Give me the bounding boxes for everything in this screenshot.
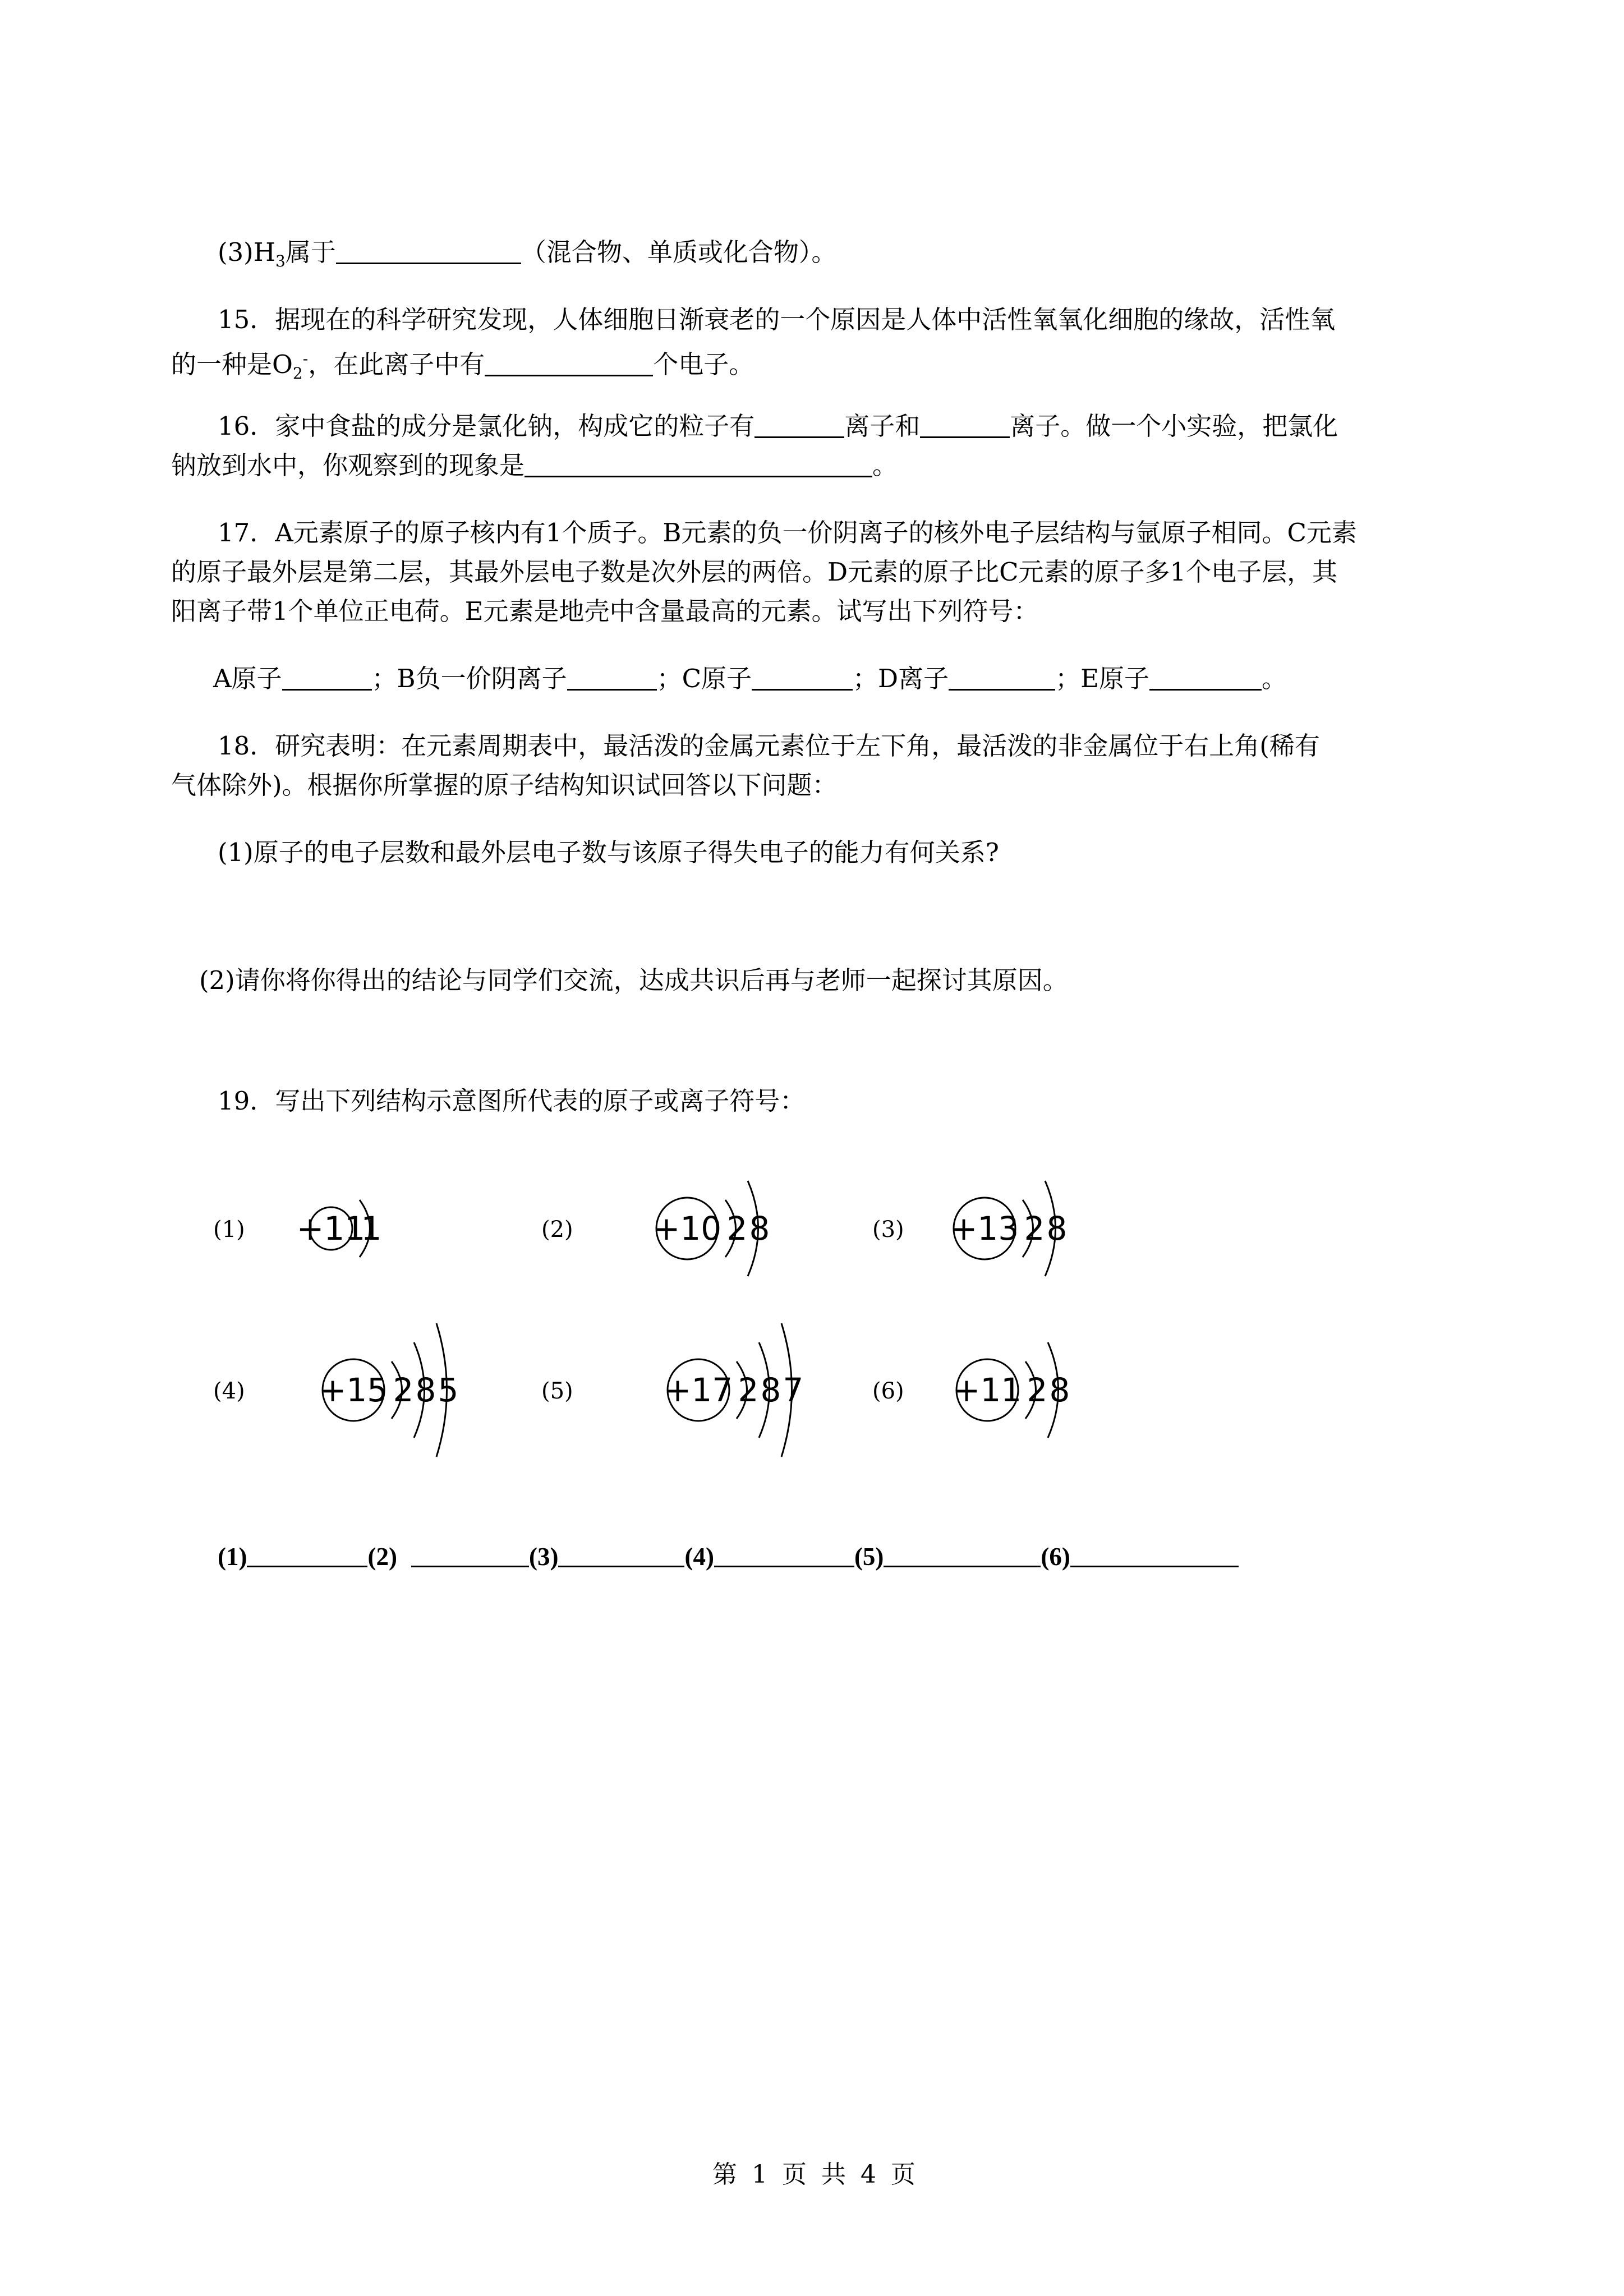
page-footer: 第 1 页 共 4 页: [712, 2160, 919, 2189]
shell-electron-count: 2: [1024, 1209, 1045, 1248]
shell-electron-count: 2: [393, 1371, 414, 1409]
diagram-label: (4): [213, 1378, 245, 1404]
diagram-label: (2): [541, 1217, 573, 1243]
atom-diagram-1: [213, 1200, 381, 1257]
q19-blank-6[interactable]: [1070, 1541, 1239, 1567]
atom-diagram-2: [541, 1181, 770, 1276]
diagram-label: (1): [213, 1217, 245, 1243]
q18-line2: 气体除外)。根据你所掌握的原子结构知识试回答以下问题：: [171, 770, 838, 800]
nucleus-charge: +10: [652, 1209, 722, 1248]
q17-answers: A原子 ；B负一价阴离子 ；C原子 ；D离子 ；E原子 。: [213, 664, 1287, 693]
q17-line1: 17．A元素原子的原子核内有1个质子。B元素的负一价阴离子的核外电子层结构与氩原子相同。C元素: [218, 518, 1357, 547]
q19-blank-4[interactable]: [714, 1541, 854, 1567]
diagram-label: (6): [872, 1378, 904, 1404]
q14-part3: $(3)H_3$属于 （混合物、单质或化合物）。: [218, 237, 837, 270]
diagram-label: (5): [541, 1378, 573, 1404]
shell-electron-count: 2: [738, 1371, 759, 1409]
diagram-label: (3): [872, 1217, 904, 1243]
shell-electron-count: 8: [1046, 1209, 1068, 1248]
q15-line1: 15．据现在的科学研究发现，人体细胞日渐衰老的一个原因是人体中活性氧氧化细胞的缘故，活性氧: [218, 305, 1336, 334]
shell-electron-count: 7: [783, 1371, 804, 1409]
shell-electron-count: 5: [438, 1371, 459, 1409]
q18-sub1: (1)原子的电子层数和最外层电子数与该原子得失电子的能力有何关系?: [218, 838, 999, 867]
q17-line2: 的原子最外层是第二层，其最外层电子数是次外层的两倍。D元素的原子比C元素的原子多1个电子层，其: [171, 557, 1338, 587]
shell-electron-count: 8: [749, 1209, 770, 1248]
q18-line1: 18．研究表明：在元素周期表中，最活泼的金属元素位于左下角，最活泼的非金属位于右上角(稀有: [218, 731, 1320, 761]
q18-sub2: (2)请你将你得出的结论与同学们交流，达成共识后再与老师一起探讨其原因。: [199, 965, 1068, 995]
q19-blank-3[interactable]: [558, 1541, 684, 1567]
nucleus-charge: +17: [664, 1371, 733, 1409]
nucleus-charge: +15: [319, 1371, 388, 1409]
q19-answer-row: (1) (2) (3) (4) (5) (6): [218, 1540, 1239, 1573]
q19-blank-1[interactable]: [247, 1541, 367, 1567]
nucleus-charge: +11: [296, 1209, 366, 1248]
nucleus-charge: +13: [950, 1209, 1019, 1248]
q19-blank-2[interactable]: [411, 1541, 529, 1567]
q17-line3: 阳离子带1个单位正电荷。E元素是地壳中含量最高的元素。试写出下列符号：: [171, 596, 1039, 626]
shell-electron-count: 2: [1027, 1371, 1048, 1409]
nucleus-charge: +11: [953, 1371, 1022, 1409]
shell-electron-count: 2: [726, 1209, 748, 1248]
q15-line2: 的一种是$O_2^-$，在此离子中有 个电子。: [171, 349, 755, 383]
shell-electron-count: 1: [361, 1209, 382, 1248]
shell-electron-count: 8: [415, 1371, 436, 1409]
q19-stem: 19．写出下列结构示意图所代表的原子或离子符号：: [218, 1086, 806, 1116]
shell-electron-count: 8: [1049, 1371, 1070, 1409]
atom-diagram-6: [872, 1342, 1070, 1438]
q16-line2: 钠放到水中，你观察到的现象是 。: [171, 450, 898, 480]
atom-diagram-5: [541, 1323, 803, 1457]
q19-blank-5[interactable]: [884, 1541, 1041, 1567]
atom-diagram-4: [213, 1323, 458, 1457]
q16-line1: 16．家中食盐的成分是氯化钠，构成它的粒子有 离子和 离子。做一个小实验，把氯化: [218, 411, 1338, 441]
shell-electron-count: 8: [760, 1371, 781, 1409]
atom-diagram-3: [872, 1181, 1067, 1276]
